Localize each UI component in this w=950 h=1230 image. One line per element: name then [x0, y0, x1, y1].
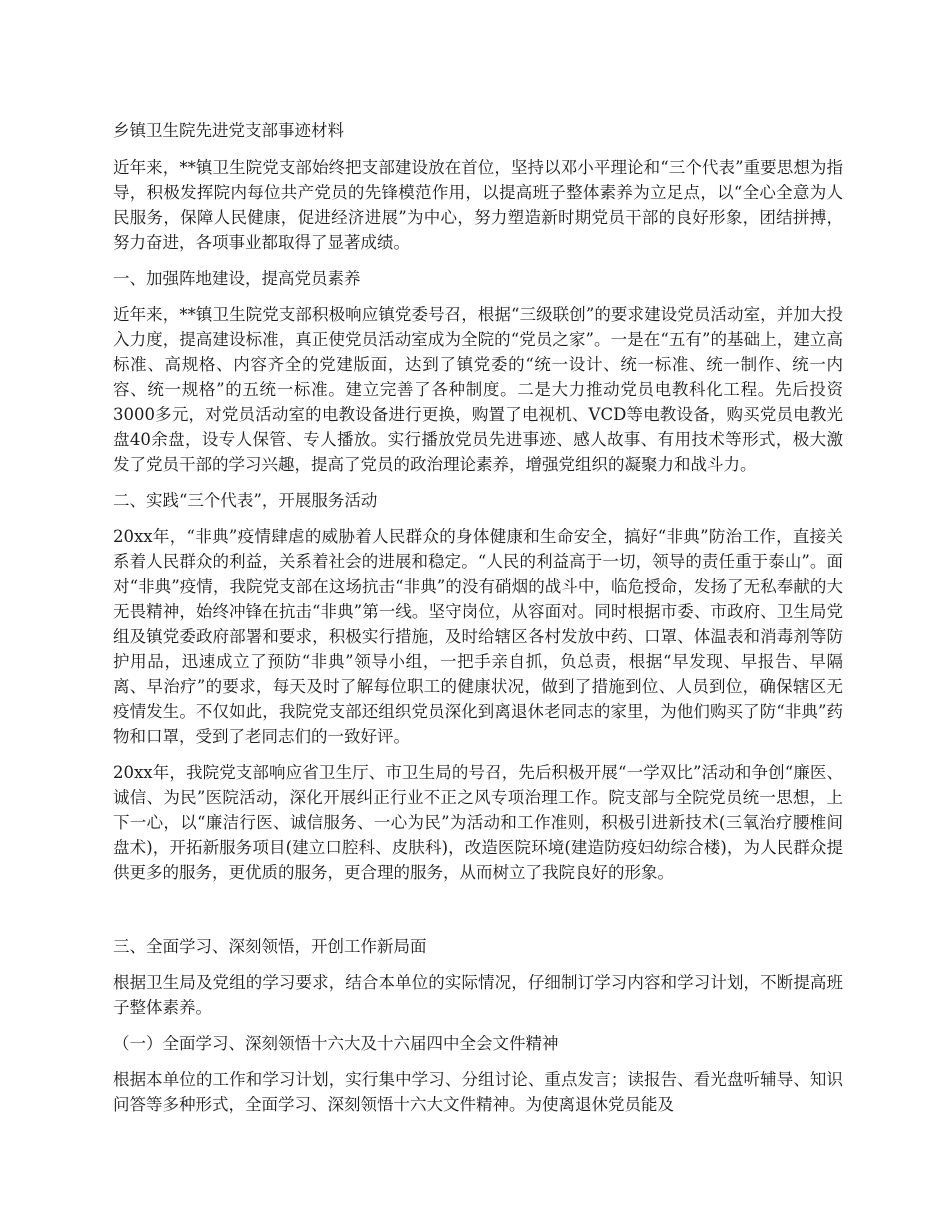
section-1-paragraph: 近年来，**镇卫生院党支部积极响应镇党委号召，根据“三级联创”的要求建设党员活动室，并加大投入力度，提高建设标准，真正使党员活动室成为全院的“党员之家”。一是在“五有”的基础上，建立高标准、高规格、内容齐全的党建版面，达到了镇党委的“统一设计、统一标准、统一制作、统一内容、统一规格”的五统一标准。建立完善了各种制度。二是大力推动党员电教科化工程。先后投资3000多元，对党员活动室的电教设备进行更换，购置了电视机、VCD等电教设备，购买党员电教光盘40余盘，设专人保管、专人播放。实行播放党员先进事迹、感人故事、有用技术等形式，极大激发了党员干部的学习兴趣，提高了党员的政治理论素养，增强党组织的凝聚力和战斗力。 — [113, 305, 843, 474]
section-2-paragraph-1: 20xx年，“非典”疫情肆虐的威胁着人民群众的身体健康和生命安全，搞好“非典”防治工作，直接关系着人民群众的利益，关系着社会的进展和稳定。“人民的利益高于一切，领导的责任重于泰山”。面对“非典”疫情，我院党支部在这场抗击“非典”的没有硝烟的战斗中，临危授命，发扬了无私奉献的大无畏精神，始终冲锋在抗击“非典”第一线。坚守岗位，从容面对。同时根据市委、市政府、卫生局党组及镇党委政府部署和要求，积极实行措施，及时给辖区各村发放中药、口罩、体温表和消毒剂等防护用品，迅速成立了预防“非典”领导小组，一把手亲自抓，负总责，根据“早发现、早报告、早隔离、早治疗”的要求，每天及时了解每位职工的健康状况，做到了措施到位、人员到位，确保辖区无疫情发生。不仅如此，我院党支部还组织党员深化到离退休老同志的家里，为他们购买了防“非典”药物和口罩，受到了老同志们的一致好评。 — [113, 527, 843, 746]
section-3-paragraph-2: 根据本单位的工作和学习计划，实行集中学习、分组讨论、重点发言；读报告、看光盘听辅导、知识问答等多种形式，全面学习、深刻领悟十六大文件精神。为使离退休党员能及 — [113, 1070, 843, 1114]
section-2-paragraph-2: 20xx年，我院党支部响应省卫生厅、市卫生局的号召，先后积极开展“一学双比”活动和争创“廉医、诚信、为民”医院活动，深化开展纠正行业不正之风专项治理工作。院支部与全院党员统一思想，上下一心，以“廉洁行医、诚信服务、一心为民”为活动和工作准则，积极引进新技术(三氧治疗腰椎间盘术)，开拓新服务项目(建立口腔科、皮肤科)，改造医院环境(建造防疫妇幼综合楼)，为人民群众提供更多的服务，更优质的服务，更合理的服务，从而树立了我院良好的形象。 — [113, 763, 843, 882]
section-1-heading: 一、加强阵地建设，提高党员素养 — [113, 269, 361, 288]
section-3-paragraph-1: 根据卫生局及党组的学习要求，结合本单位的实际情况，仔细制订学习内容和学习计划，不断提高班子整体素养。 — [113, 973, 843, 1017]
section-3-heading: 三、全面学习、深刻领悟，开创工作新局面 — [113, 937, 427, 956]
section-gap — [113, 896, 843, 934]
section-3-subheading: （一）全面学习、深刻领悟十六大及十六届四中全会文件精神 — [113, 1034, 559, 1053]
document-title: 乡镇卫生院先进党支部事迹材料 — [113, 121, 344, 140]
intro-paragraph: 近年来，**镇卫生院党支部始终把支部建设放在首位，坚持以邓小平理论和“三个代表”重要思想为指导，积极发挥院内每位共产党员的先锋模范作用，以提高班子整体素养为立足点，以“全心全意为人民服务，保障人民健康，促进经济进展”为中心，努力塑造新时期党员干部的良好形象，团结拼搏，努力奋进，各项事业都取得了显著成绩。 — [113, 158, 843, 252]
section-2-heading: 二、实践“三个代表”，开展服务活动 — [113, 491, 378, 510]
document-page — [113, 118, 843, 1128]
